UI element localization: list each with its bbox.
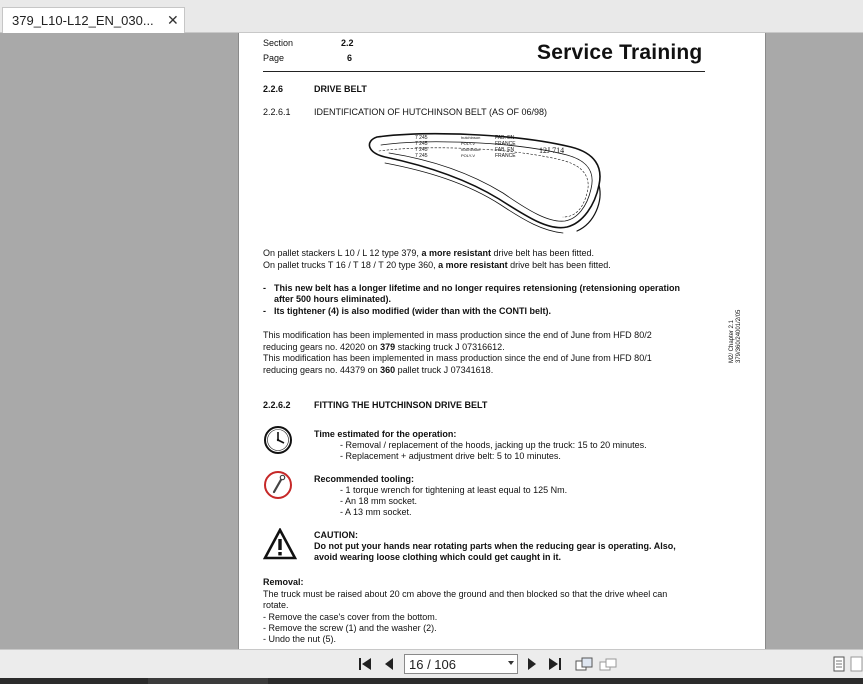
chevron-down-icon[interactable] xyxy=(508,661,514,665)
intro-line-2: On pallet trucks T 16 / T 18 / T 20 type 360, a more resistant drive belt has been fitted. xyxy=(263,260,611,270)
section-value: 2.2 xyxy=(341,38,354,48)
bottom-toolbar xyxy=(0,649,863,678)
document-viewer[interactable] xyxy=(0,33,863,649)
clock-icon xyxy=(263,425,293,455)
taskbar-segment xyxy=(148,678,268,684)
caution-line-2: avoid wearing loose clothing which could get caught in it. xyxy=(314,552,562,562)
belt-fab-3: FAB. EN xyxy=(495,147,515,153)
close-icon[interactable]: ✕ xyxy=(167,12,179,28)
section-label: Section xyxy=(263,38,294,48)
two-page-icon[interactable] xyxy=(850,656,863,672)
bullet-1-line-1: This new belt has a longer lifetime and no longer requires retensioning (retensioning operation xyxy=(274,283,681,293)
bullet-dash: - xyxy=(263,306,266,316)
mod-1-line-1: This modification has been implemented in mass production since the end of June from HFD 80/2 xyxy=(263,330,652,340)
next-page-icon[interactable] xyxy=(523,656,541,672)
subheading-number: 2.2.6.2 xyxy=(263,400,291,410)
removal-line-1: The truck must be raised about 20 cm above the ground and then blocked so that the drive wheel can xyxy=(263,589,668,599)
last-page-icon[interactable] xyxy=(546,656,564,672)
mod-2-line-2: reducing gears no. 44379 on 360 pallet truck J 07341618. xyxy=(263,365,494,375)
brand-title: Service Training xyxy=(537,41,703,64)
pdf-page xyxy=(238,33,766,649)
heading-number: 2.2.6 xyxy=(263,84,284,94)
side-note: M2/ Chapter 2.1 379/360/24001/2/05 xyxy=(729,309,742,363)
document-tab[interactable] xyxy=(2,7,185,33)
time-item-2: - Replacement + adjustment drive belt: 5 to 10 minutes. xyxy=(340,451,561,461)
caution-line-1: Do not put your hands near rotating parts when the reducing gear is operating. Also, xyxy=(314,541,676,551)
belt-brand-2: POLY-V xyxy=(461,141,476,146)
belt-code-1: 7 245 xyxy=(415,135,428,141)
heading-title: DRIVE BELT xyxy=(314,84,367,94)
tab-title: 379_L10-L12_EN_030... xyxy=(12,13,154,28)
belt-code-2: 7 245 xyxy=(415,141,428,147)
fit-width-icon[interactable] xyxy=(598,656,618,672)
belt-code-3: 7 245 xyxy=(415,147,428,153)
fit-page-icon[interactable] xyxy=(574,656,594,672)
intro-line-1: On pallet stackers L 10 / L 12 type 379, a more resistant drive belt has been fitted. xyxy=(263,248,595,258)
belt-fab-2: FRANCE xyxy=(495,141,516,147)
prev-page-icon[interactable] xyxy=(380,656,398,672)
belt-fab-4: FRANCE xyxy=(495,153,516,159)
subheading-title: IDENTIFICATION OF HUTCHINSON BELT (AS OF 06/98) xyxy=(314,107,548,117)
time-title: Time estimated for the operation: xyxy=(314,429,457,439)
caution-title: CAUTION: xyxy=(314,530,358,540)
tooling-item-2: - An 18 mm socket. xyxy=(340,496,418,506)
bullet-2-line-1: Its tightener (4) is also modified (wider than with the CONTI belt). xyxy=(274,306,552,316)
belt-brand-4: POLY-V xyxy=(461,153,476,158)
mod-2-line-1: This modification has been implemented in mass production since the end of June from HFD 80/1 xyxy=(263,353,652,363)
mod-1-line-2: reducing gears no. 42020 on 379 stacking truck J 07316612. xyxy=(263,342,505,352)
bullet-dash: - xyxy=(263,283,266,293)
tooling-title: Recommended tooling: xyxy=(314,474,415,484)
removal-line-3: - Remove the case's cover from the bottom. xyxy=(263,612,438,622)
header-rule xyxy=(263,71,705,72)
tooling-item-3: - A 13 mm socket. xyxy=(340,507,412,517)
belt-fab-1: FAB. EN xyxy=(495,135,515,141)
single-page-icon[interactable] xyxy=(832,656,846,672)
page-label: Page xyxy=(263,53,285,63)
drive-belt-illustration xyxy=(363,127,611,237)
belt-code-4: 7 245 xyxy=(415,153,428,159)
belt-brand-1: hutchinson xyxy=(461,135,481,140)
wrench-icon xyxy=(263,470,293,500)
time-item-1: - Removal / replacement of the hoods, jacking up the truck: 15 to 20 minutes. xyxy=(340,440,647,450)
tooling-item-1: - 1 torque wrench for tightening at least equal to 125 Nm. xyxy=(340,485,568,495)
bullet-1-line-2: after 500 hours eliminated). xyxy=(274,294,392,304)
belt-ref: 12J 714 xyxy=(539,146,565,155)
warning-triangle-icon xyxy=(263,528,297,560)
removal-line-4: - Remove the screw (1) and the washer (2). xyxy=(263,623,437,633)
page-number-value: 16 / 106 xyxy=(409,657,456,672)
first-page-icon[interactable] xyxy=(356,656,374,672)
removal-line-2: rotate. xyxy=(263,600,289,610)
removal-title: Removal: xyxy=(263,577,304,587)
removal-line-5: - Undo the nut (5). xyxy=(263,634,337,644)
page-value: 6 xyxy=(347,53,353,63)
page-number-select[interactable] xyxy=(404,654,518,674)
subheading-title: FITTING THE HUTCHINSON DRIVE BELT xyxy=(314,400,488,410)
belt-brand-3: hutchinson xyxy=(461,147,481,152)
tab-bar xyxy=(0,0,863,33)
taskbar-strip xyxy=(0,678,863,684)
subheading-number: 2.2.6.1 xyxy=(263,107,291,117)
